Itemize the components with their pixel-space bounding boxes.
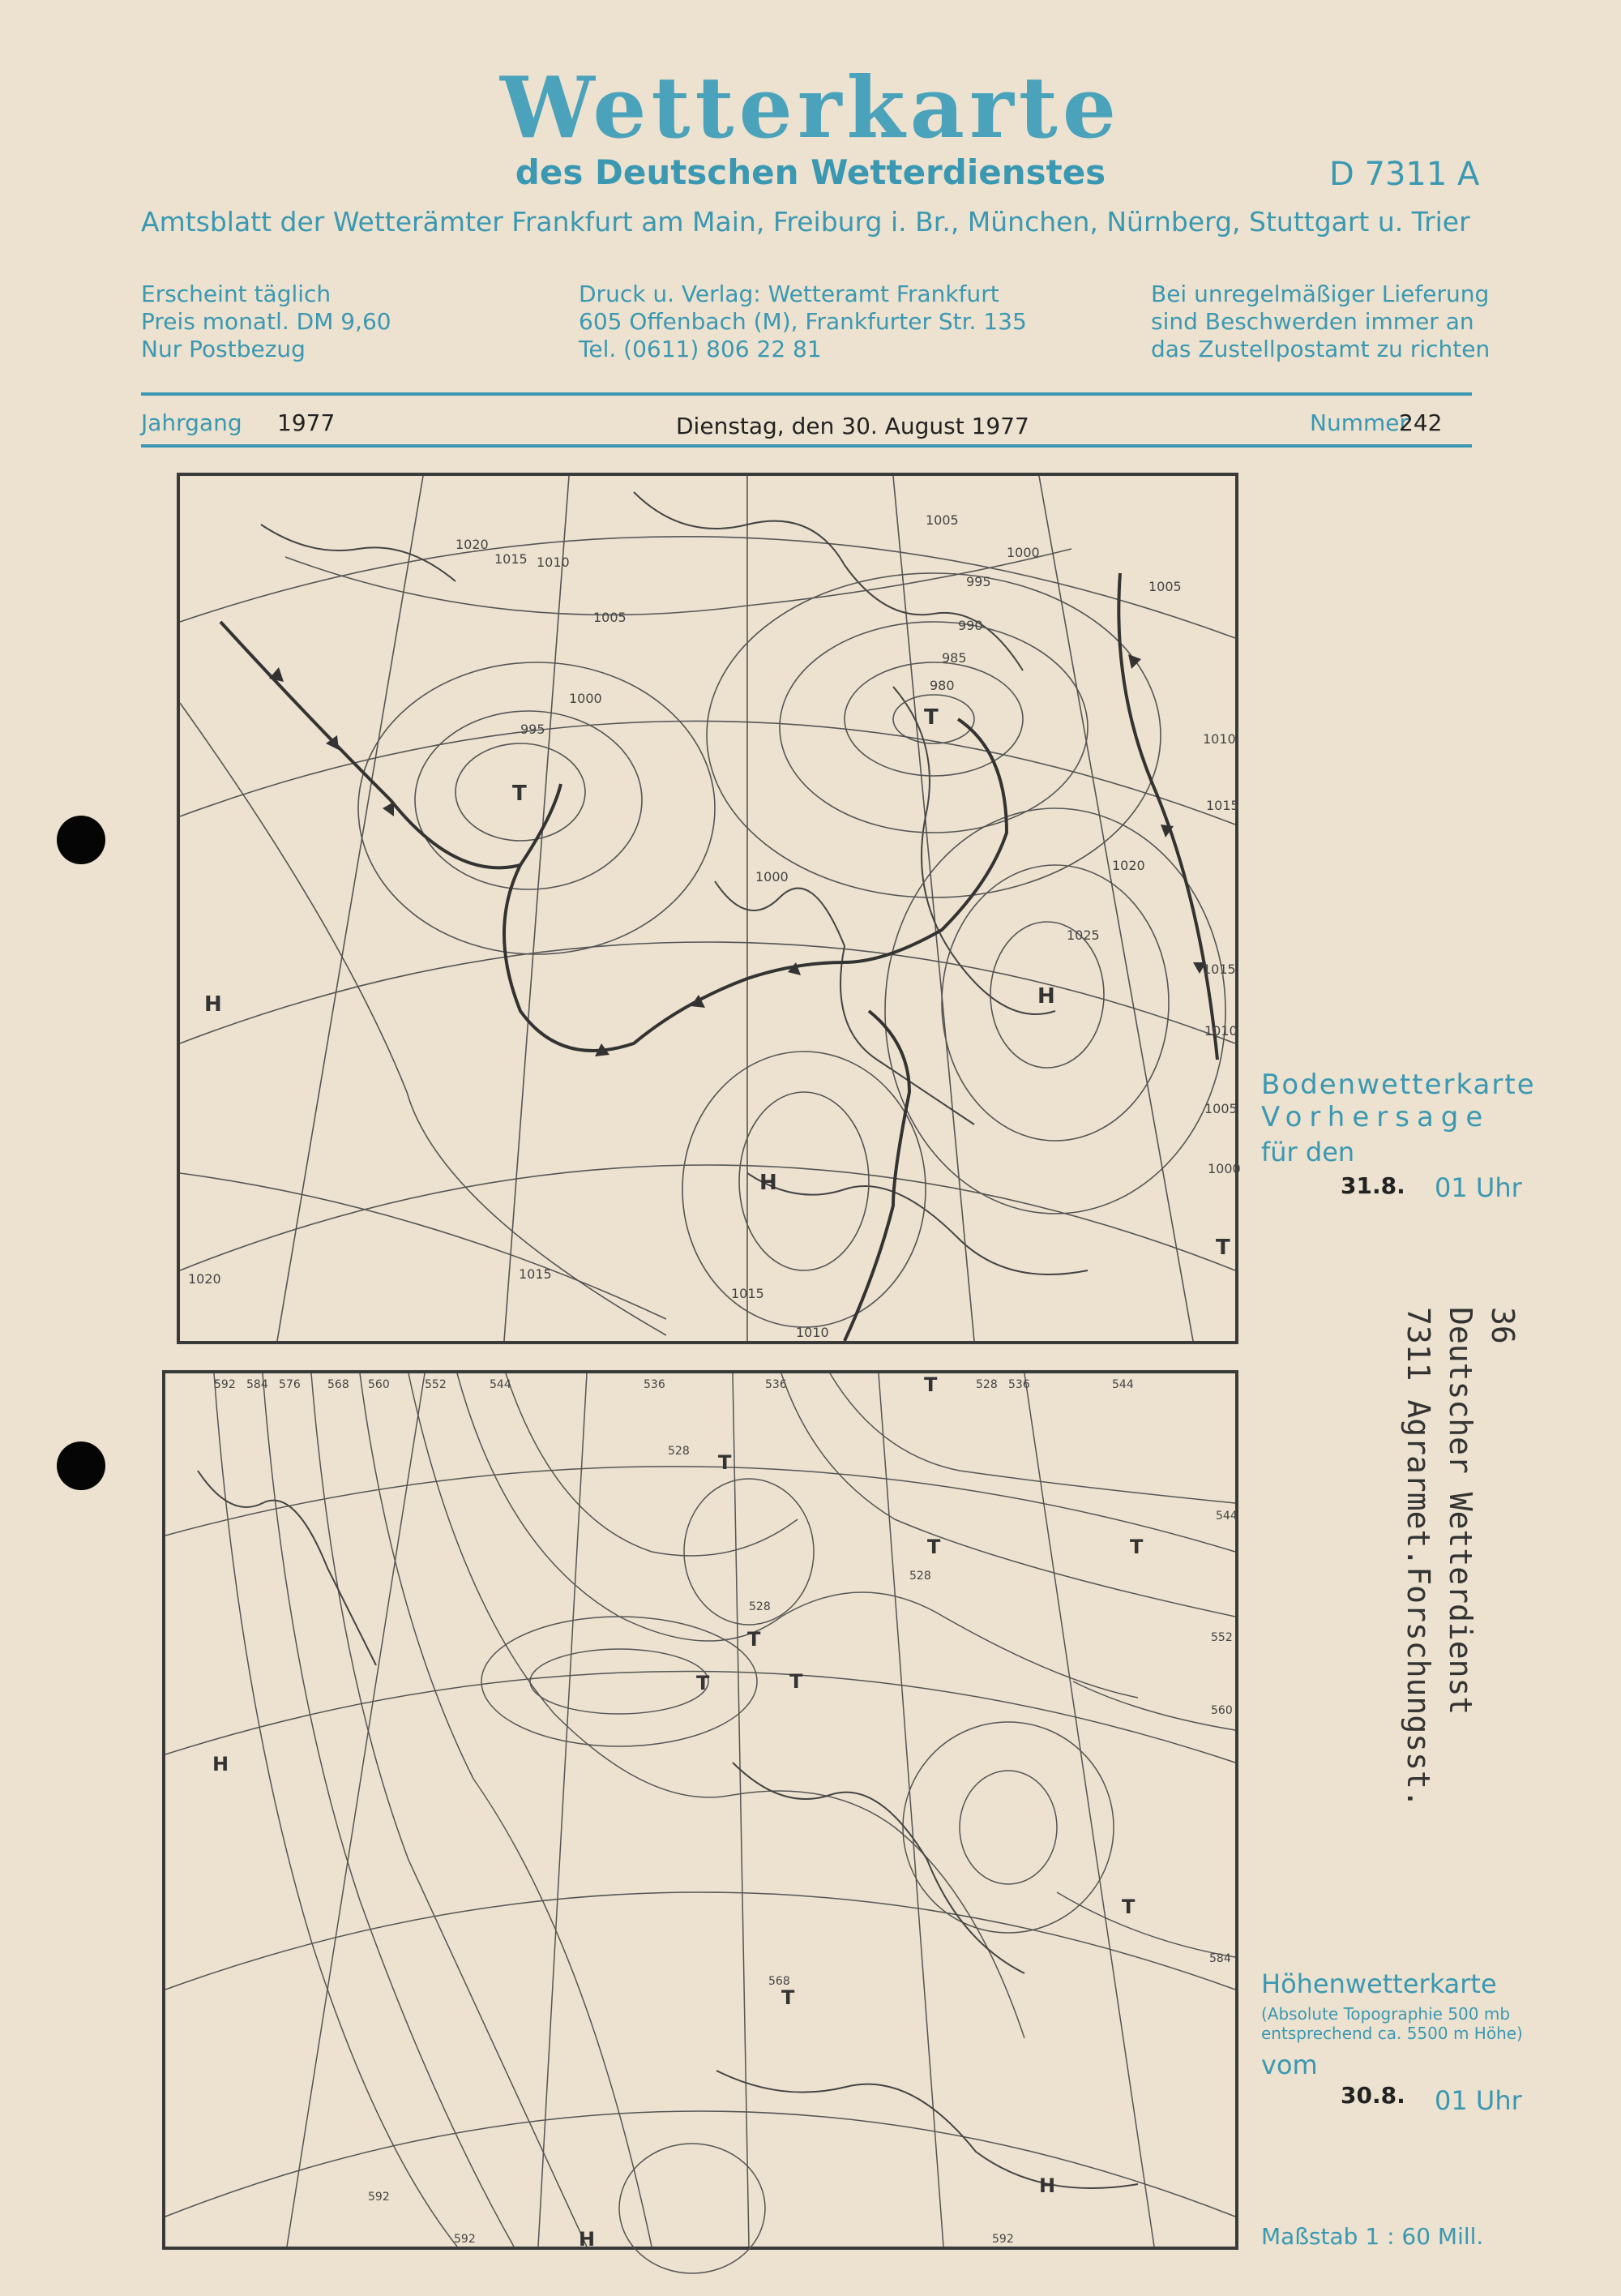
info-middle-line: Druck u. Verlag: Wetteramt Frankfurt: [579, 281, 999, 307]
isobar-label: 1015: [494, 551, 528, 567]
high-marker: H: [579, 2228, 596, 2251]
stamp-line: Deutscher Wetterdienst: [1443, 1307, 1478, 1716]
issue-row: [141, 409, 1472, 442]
nummer-value: 242: [1399, 409, 1443, 436]
low-marker: T: [924, 1373, 938, 1396]
low-marker: T: [927, 1536, 941, 1558]
publication-code: D 7311 A: [1329, 156, 1480, 193]
low-pressure-marker: T: [1216, 1236, 1230, 1260]
punch-hole: [57, 816, 105, 864]
isobar-label: 1000: [1007, 545, 1040, 560]
isobar-label: 1015: [1206, 798, 1239, 813]
contour-label: 544: [1112, 1378, 1134, 1391]
contour-label: 560: [1211, 1704, 1233, 1717]
info-right: [1151, 281, 1491, 363]
low-pressure-marker: T: [512, 782, 527, 806]
isobar-label: 1015: [731, 1286, 764, 1301]
low-pressure-marker: T: [924, 705, 939, 730]
contour-label: 544: [490, 1378, 511, 1391]
header-divider: [141, 444, 1472, 448]
contour-label: 536: [765, 1378, 787, 1391]
low-marker: T: [1130, 1536, 1144, 1558]
info-middle-line: 605 Offenbach (M), Frankfurter Str. 135: [579, 308, 1027, 335]
isobar-label: 1020: [188, 1271, 221, 1287]
isobar-label: 1005: [593, 610, 627, 625]
upper-map-date: 30.8.: [1341, 2082, 1405, 2109]
surface-map-drawing: [180, 476, 1241, 1341]
low-marker: T: [718, 1451, 732, 1474]
contour-label: 528: [749, 1600, 771, 1613]
info-left-line: Preis monatl. DM 9,60: [141, 308, 391, 335]
low-marker: T: [747, 1628, 761, 1651]
jahrgang-value: 1977: [277, 409, 336, 436]
contour-label: 528: [976, 1378, 998, 1391]
isobar-label: 995: [520, 722, 545, 737]
high-marker: H: [212, 1753, 229, 1776]
subtitle: des Deutschen Wetterdienstes: [515, 152, 1106, 192]
issue-date: Dienstag, den 30. August 1977: [676, 413, 1029, 439]
upper-map-drawing: [165, 1373, 1238, 2251]
isobar-label: 1015: [1203, 962, 1236, 977]
isobar-label: 1020: [456, 537, 489, 552]
upper-map-time: 01 Uhr: [1435, 2085, 1522, 2116]
contour-label: 552: [425, 1378, 447, 1391]
high-pressure-marker: H: [759, 1171, 777, 1195]
low-marker: T: [696, 1672, 710, 1694]
contour-label: 592: [214, 1378, 236, 1391]
contour-label: 592: [368, 2191, 390, 2204]
isobar-label: 1005: [1148, 579, 1182, 594]
contour-label: 576: [279, 1378, 301, 1391]
header-divider: [141, 392, 1472, 396]
surface-map-title: Bodenwetterkarte: [1261, 1069, 1536, 1101]
contour-label: 592: [992, 2233, 1014, 2246]
info-left-line: Nur Postbezug: [141, 336, 306, 362]
contour-label: 568: [768, 1975, 790, 1988]
contour-label: 568: [327, 1378, 349, 1391]
high-pressure-marker: H: [204, 992, 222, 1017]
high-marker: H: [1039, 2174, 1056, 2197]
upper-air-map: [162, 1370, 1238, 2250]
map-scale: Maßstab 1 : 60 Mill.: [1261, 2223, 1484, 2250]
contour-label: 536: [644, 1378, 665, 1391]
contour-label: 528: [909, 1570, 931, 1583]
isobar-label: 1010: [537, 555, 570, 570]
contour-label: 592: [454, 2233, 476, 2246]
contour-label: 560: [368, 1378, 390, 1391]
isobar-label: 1010: [1204, 1023, 1238, 1039]
info-right-line: das Zustellpostamt zu richten: [1151, 336, 1491, 362]
info-right-line: Bei unregelmäßiger Lieferung: [1151, 281, 1490, 307]
isobar-label: 1000: [755, 869, 789, 885]
isobar-label: 1005: [1204, 1101, 1238, 1116]
official-line: Amtsblatt der Wetterämter Frankfurt am Main, Freiburg i. Br., München, Nürnberg, Stuttgart u. Trier: [141, 206, 1470, 238]
isobar-label: 995: [966, 574, 991, 589]
isobar-label: 1005: [926, 512, 959, 528]
isobar-label: 990: [958, 618, 983, 633]
info-middle: [579, 281, 1027, 363]
isobar-label: 1015: [519, 1266, 552, 1282]
info-right-line: sind Beschwerden immer an: [1151, 308, 1474, 335]
isobar-label: 1010: [1203, 731, 1236, 747]
contour-label: 528: [668, 1445, 690, 1458]
stamp-line: 7311 Agrarmet.Forschungsst.: [1401, 1307, 1436, 1808]
isobar-label: 1000: [569, 691, 602, 706]
surface-map-subtitle: Vorhersage: [1261, 1101, 1491, 1133]
isobar-label: 1025: [1067, 927, 1100, 943]
contour-label: 536: [1008, 1378, 1030, 1391]
info-middle-line: Tel. (0611) 806 22 81: [579, 336, 822, 362]
low-marker: T: [781, 1986, 795, 2009]
isobar-label: 1000: [1208, 1161, 1241, 1176]
surface-map-time: 01 Uhr: [1435, 1172, 1522, 1203]
upper-map-note: (Absolute Topographie 500 mb: [1261, 2004, 1511, 2024]
punch-hole: [57, 1441, 105, 1490]
contour-label: 584: [1209, 1952, 1231, 1965]
low-marker: T: [789, 1670, 803, 1693]
contour-label: 584: [246, 1378, 268, 1391]
upper-map-vom: vom: [1261, 2050, 1318, 2080]
high-pressure-marker: H: [1037, 984, 1055, 1009]
upper-map-note: entsprechend ca. 5500 m Höhe): [1261, 2024, 1523, 2043]
page-title: Wetterkarte: [500, 58, 1121, 157]
stamp-number: 36: [1485, 1307, 1520, 1344]
info-left-line: Erscheint täglich: [141, 281, 331, 307]
contour-label: 544: [1216, 1510, 1238, 1523]
jahrgang-label: Jahrgang: [141, 409, 242, 436]
isobar-label: 985: [942, 650, 967, 666]
archive-stamp: [1401, 1307, 1532, 1891]
upper-map-title: Höhenwetterkarte: [1261, 1968, 1497, 1999]
nummer-label: Nummer: [1310, 409, 1409, 436]
surface-forecast-map: [177, 473, 1241, 1344]
low-marker: T: [1122, 1895, 1136, 1918]
contour-label: 552: [1211, 1631, 1233, 1644]
isobar-label: 980: [930, 678, 955, 693]
info-left: [141, 281, 391, 363]
isobar-label: 1020: [1112, 858, 1145, 873]
surface-map-for-label: für den: [1261, 1137, 1355, 1167]
isobar-label: 1010: [796, 1325, 829, 1340]
surface-map-date: 31.8.: [1341, 1172, 1405, 1199]
